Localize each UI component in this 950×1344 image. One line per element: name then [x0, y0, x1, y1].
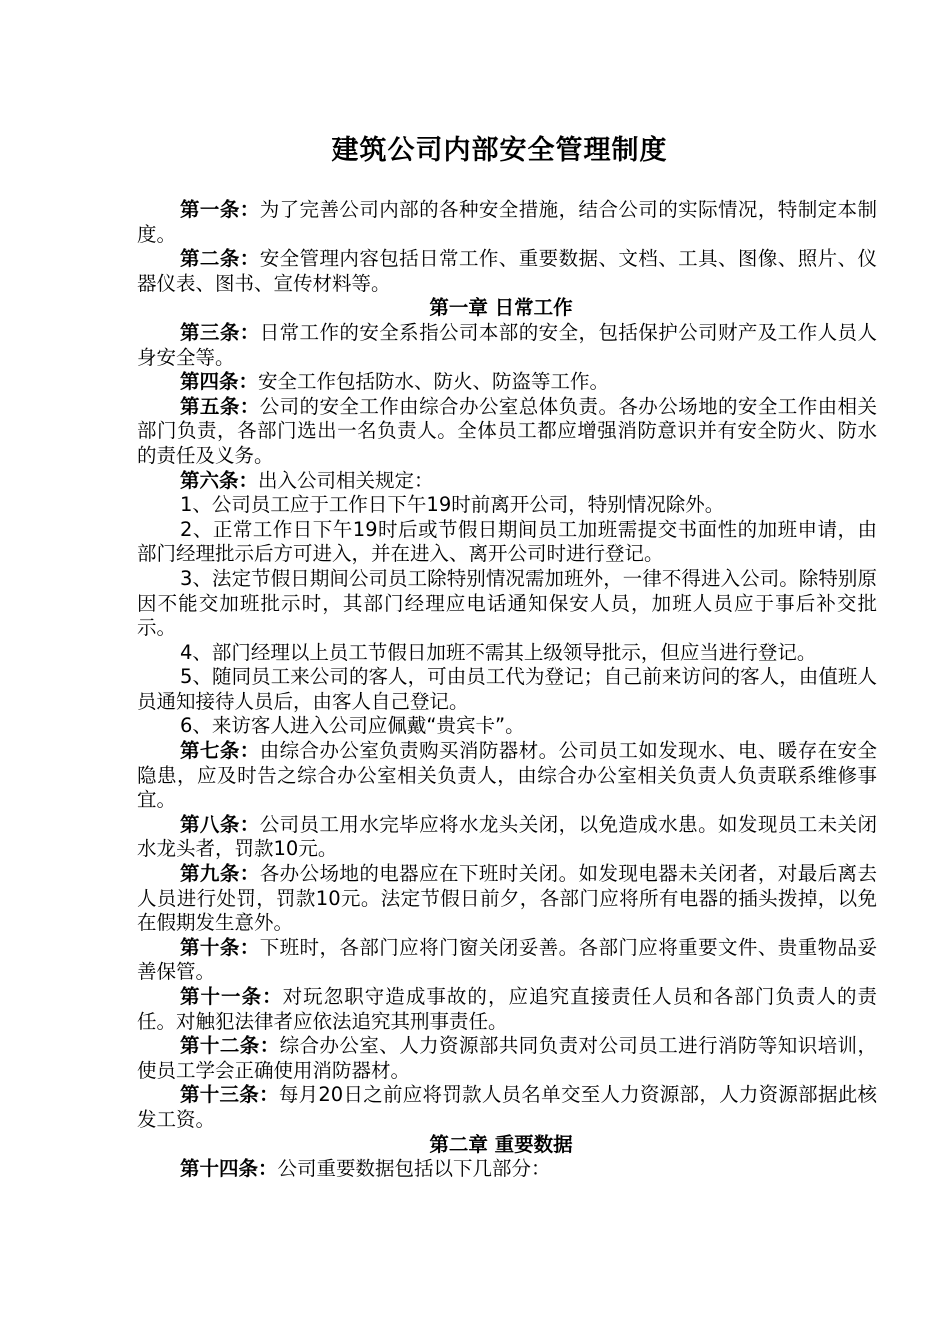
list-item — [137, 518, 877, 567]
article-paragraph — [137, 936, 877, 985]
article-label: 第十四条： — [180, 1157, 278, 1181]
article-text: 1、公司员工应于工作日下午19时前离开公司，特别情况除外。 — [180, 493, 725, 517]
article-paragraph — [137, 1034, 877, 1083]
document-title: 建筑公司内部安全管理制度 — [331, 135, 668, 166]
article-text: 公司员工用水完毕应将水龙头关闭，以免造成水患。如发现员工未关闭水龙头者，罚款10元。 — [137, 812, 877, 861]
article-label: 第八条： — [180, 812, 260, 836]
article-label: 第二条： — [180, 247, 260, 271]
article-text: 安全管理内容包括日常工作、重要数据、文档、工具、图像、照片、仪器仪表、图书、宣传材料等。 — [137, 247, 877, 295]
article-text: 4、部门经理以上员工节假日加班不需其上级领导批示，但应当进行登记。 — [180, 640, 817, 664]
article-label: 第六条： — [180, 468, 259, 492]
article-text: 安全工作包括防水、防火、防盗等工作。 — [258, 370, 610, 394]
article-label: 第四条： — [180, 370, 259, 394]
chapter-heading: 第一章 日常工作 — [429, 296, 573, 320]
article-text: 为了完善公司内部的各种安全措施，结合公司的实际情况，特制定本制度。 — [137, 198, 877, 246]
article-text: 6、来访客人进入公司应佩戴“贵宾卡”。 — [180, 714, 525, 738]
article-text: 对玩忽职守造成事故的，应追究直接责任人员和各部门负责人的责任。对触犯法律者应依法追究其刑事责任。 — [137, 985, 877, 1033]
article-label: 第十二条： — [180, 1034, 280, 1058]
article-label: 第一条： — [180, 198, 260, 221]
article-text: 综合办公室、人力资源部共同负责对公司员工进行消防等知识培训，使员工学会正确使用消防器材。 — [137, 1034, 877, 1082]
article-text: 下班时，各部门应将门窗关闭妥善。各部门应将重要文件、贵重物品妥善保管。 — [137, 935, 877, 984]
article-text: 日常工作的安全系指公司本部的安全，包括保护公司财产及工作人员人身安全等。 — [137, 320, 877, 369]
article-text: 公司的安全工作由综合办公室总体负责。各办公场地的安全工作由相关部门负责，各部门选出一名负责人。全体员工都应增强消防意识并有安全防火、防水的责任及义务。 — [137, 394, 877, 467]
article-paragraph — [137, 1083, 877, 1132]
article-paragraph — [137, 739, 877, 813]
article-text: 公司重要数据包括以下几部分： — [277, 1157, 551, 1181]
article-label: 第十条： — [180, 935, 260, 959]
article-paragraph — [137, 813, 877, 862]
article-text: 各办公场地的电器应在下班时关闭。如发现电器未关闭者，对最后离去人员进行处罚，罚款10元。法定节假日前夕，各部门应将所有电器的插头拨掉，以免在假期发生意外。 — [137, 862, 877, 935]
article-label: 第十一条： — [180, 985, 283, 1008]
article-label: 第三条： — [180, 320, 260, 344]
article-paragraph — [137, 247, 877, 296]
article-paragraph — [137, 1157, 877, 1182]
article-label: 第九条： — [180, 862, 260, 886]
article-text: 每月20日之前应将罚款人员名单交至人力资源部，人力资源部据此核发工资。 — [137, 1083, 877, 1131]
list-item — [137, 493, 877, 518]
article-paragraph — [137, 395, 877, 469]
article-paragraph — [137, 370, 877, 395]
article-label: 第五条： — [180, 394, 260, 418]
article-paragraph — [137, 985, 877, 1034]
article-text: 5、随同员工来公司的客人，可由员工代为登记；自己前来访问的客人，由值班人员通知接待人员后，由客人自己登记。 — [137, 665, 877, 713]
article-label: 第十三条： — [180, 1083, 279, 1107]
article-label: 第七条： — [180, 739, 260, 763]
list-item — [137, 641, 877, 666]
article-paragraph — [137, 198, 877, 247]
article-paragraph — [137, 862, 877, 936]
list-item — [137, 665, 877, 714]
article-text: 出入公司相关规定： — [258, 468, 434, 492]
list-item — [137, 714, 877, 739]
list-item — [137, 567, 877, 641]
article-paragraph — [137, 321, 877, 370]
article-text: 2、正常工作日下午19时后或节假日期间员工加班需提交书面性的加班申请，由部门经理批示后方可进入，并在进入、离开公司时进行登记。 — [137, 517, 877, 566]
article-text: 由综合办公室负责购买消防器材。公司员工如发现水、电、暖存在安全隐患，应及时告之综合办公室相关负责人，由综合办公室相关负责人负责联系维修事宜。 — [137, 739, 877, 812]
article-text: 3、法定节假日期间公司员工除特别情况需加班外，一律不得进入公司。除特别原因不能交加班批示时，其部门经理应电话通知保安人员，加班人员应于事后补交批示。 — [137, 566, 877, 640]
document-body — [137, 198, 877, 1182]
chapter-heading: 第二章 重要数据 — [429, 1132, 573, 1156]
article-paragraph — [137, 469, 877, 494]
